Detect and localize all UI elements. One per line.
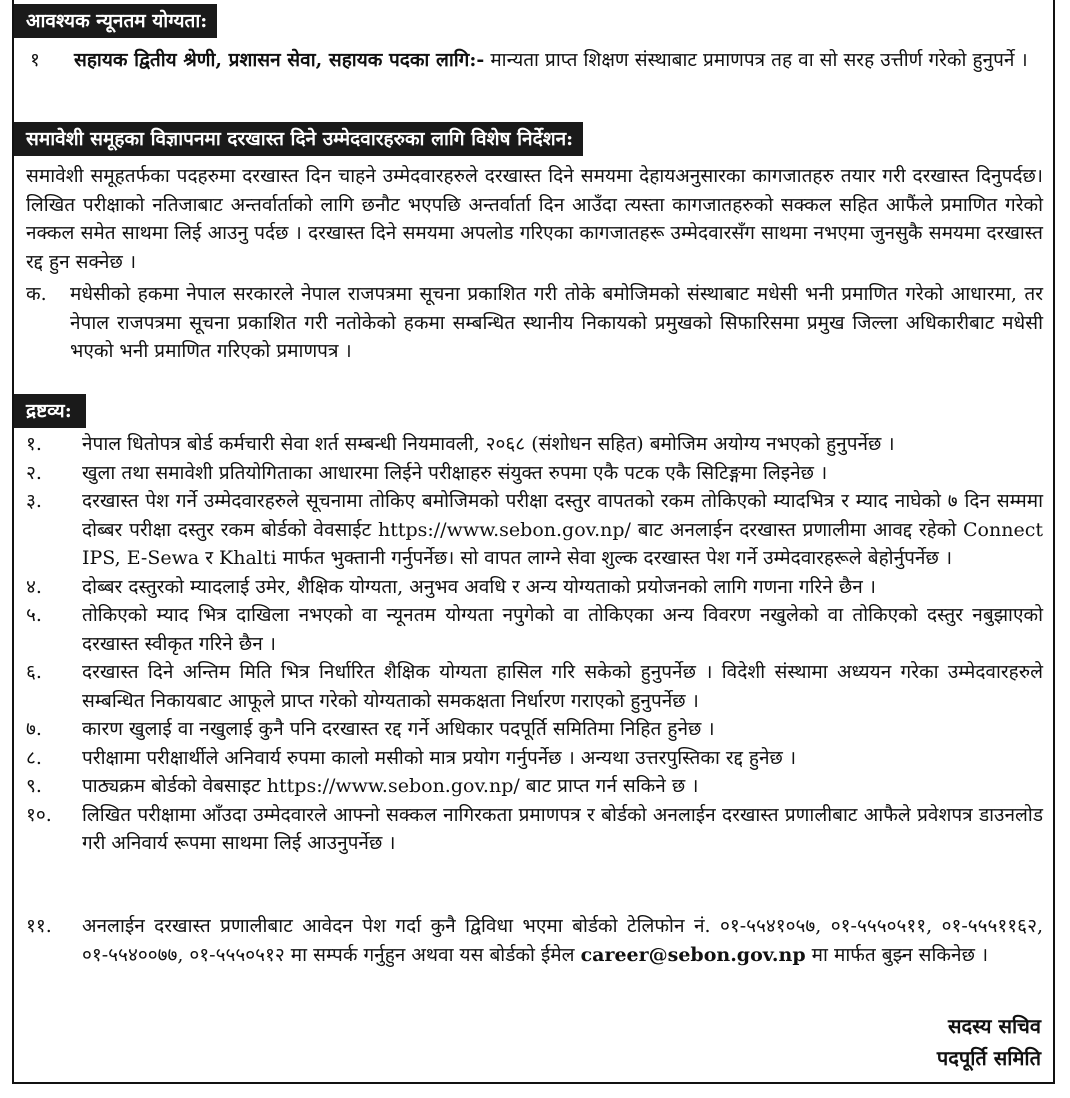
- post-title: सहायक द्वितीय श्रेणी, प्रशासन सेवा, सहायक पदका लागि:-: [74, 49, 485, 71]
- item-number: १: [30, 49, 40, 71]
- qualification-item: [24, 46, 1043, 75]
- note-item: [26, 744, 1043, 773]
- item-number: १.: [26, 433, 42, 455]
- item-text: तोकिएको म्याद भित्र दाखिला नभएको वा न्यूनतम योग्यता नपुगेको वा तोकिएका अन्य विवरण नखुलेको वा तोकिएको दस्तुर नबुझाएको दरखास्त स्वीकृत गरिने छैन ।: [82, 604, 1043, 655]
- item-number: ५.: [26, 604, 42, 626]
- inclusive-paragraph: समावेशी समूहतर्फका पदहरुमा दरखास्त दिन चाहने उम्मेदवारहरुले दरखास्त दिने समयमा देहायअनुसारका कागजातहरु तयार गरी दरखास्त दिनुपर्दछ। लिखित परीक्षाको नतिजाबाट अन्तर्वार्ताको लागि छनौट भएपछि अन्तर्वार्ता दिन आउँदा त्यस्ता कागजातहरुको सक्कल सहित आफैंले प्रमाणित गरेको नक्कल समेत साथमा लिई आउनु पर्दछ । दरखास्त दिने समयमा अपलोड गरिएका कागजातहरू उम्मेदवारसँग साथमा नभएमा जुनसुकै समयमा दरखास्त रद्द हुन सक्नेछ ।: [26, 165, 1043, 273]
- item-number: ७.: [26, 718, 42, 740]
- item-number: क.: [26, 283, 47, 305]
- minimum-qualification-heading: आवश्यक न्यूनतम योग्यता:: [14, 4, 217, 38]
- item-text: लिखित परीक्षामा आँउदा उम्मेदवारले आफ्नो सक्कल नागिरकता प्रमाणपत्र र बोर्डको अनलाईन दरखास्त प्रणालीबाट आफैले प्रवेशपत्र डाउनलोड गरी अनिवार्य रूपमा साथमा लिई आउनुपर्नेछ ।: [82, 803, 1043, 854]
- item-text: खुला तथा समावेशी प्रतियोगिताका आधारमा लिईने परीक्षाहरु संयुक्त रुपमा एकै पटक एकै सिटिङ्गमा लिइनेछ ।: [82, 461, 828, 484]
- signature-committee: पदपूर्ति समिति: [936, 1046, 1041, 1070]
- item-number: ८.: [26, 746, 42, 769]
- note-item: [26, 715, 1043, 744]
- item-number: ३.: [26, 490, 42, 512]
- item-number: ४.: [26, 575, 42, 598]
- item-number: २.: [26, 461, 42, 484]
- item-text: [82, 912, 1043, 969]
- note-item: [26, 573, 1043, 602]
- item-number: ६.: [26, 661, 42, 683]
- item-text: दोब्बर दस्तुरको म्यादलाई उमेर, शैक्षिक योग्यता, अनुभव अवधि र अन्य योग्यताको प्रयोजनको लागि गणना गरिने छैन ।: [82, 575, 876, 598]
- note-item: [26, 801, 1043, 858]
- contact-text: अनलाईन दरखास्त प्रणालीबाट आवेदन पेश गर्दा कुनै द्विविधा भएमा बोर्डको टेलिफोन नं. ०१-५५४१०५७, ०१-५५५०५११, ०१-५५५११६२, ०१-५५४००७७, ०१-५५५०५१२ मा सम्पर्क गर्नुहुन अथवा यस बोर्डको ईमेल: [82, 915, 1043, 966]
- notes-list: [26, 430, 1043, 858]
- note-item: [26, 459, 1043, 488]
- note-item: [26, 487, 1043, 573]
- item-text: नेपाल धितोपत्र बोर्ड कर्मचारी सेवा शर्त सम्बन्धी नियमावली, २०६८ (संशोधन सहित) बमोजिम अयोग्य नभएको हुनुपर्नेछ ।: [82, 433, 895, 455]
- signature-title: सदस्य सचिव: [947, 1014, 1041, 1038]
- note-item: [26, 912, 1043, 969]
- email-link[interactable]: career@sebon.gov.np: [580, 943, 806, 966]
- contact-tail: मा मार्फत बुझ्न सकिनेछ ।: [805, 943, 989, 966]
- note-item: [26, 772, 1043, 801]
- notes-heading: द्रष्टव्य:: [14, 394, 86, 428]
- item-text: पाठ्यक्रम बोर्डको वेबसाइट https://www.sebon.gov.np/ बाट प्राप्त गर्न सकिने छ ।: [82, 775, 699, 797]
- item-text: मधेसीको हकमा नेपाल सरकारले नेपाल राजपत्रमा सूचना प्रकाशित गरी तोके बमोजिमको संस्थाबाट मधेसी भनी प्रमाणित गरेको आधारमा, तर नेपाल राजपत्रमा सूचना प्रकाशित गरी नतोकेको हकमा सम्बन्धित स्थानीय निकायको प्रमुखको सिफारिसमा प्रमुख जिल्ला अधिकारीबाट मधेसी भएको भनी प्रमाणित गरिएको प्रमाणपत्र ।: [70, 283, 1043, 362]
- item-text: कारण खुलाई वा नखुलाई कुनै पनि दरखास्त रद्द गर्ने अधिकार पदपूर्ति समितिमा निहित हुनेछ ।: [82, 718, 715, 740]
- note-item: [26, 601, 1043, 658]
- qualification-text: मान्यता प्राप्त शिक्षण संस्थाबाट प्रमाणपत्र तह वा सो सरह उत्तीर्ण गरेको हुनुपर्ने ।: [484, 49, 1028, 71]
- item-text: परीक्षामा परीक्षार्थीले अनिवार्य रुपमा कालो मसीको मात्र प्रयोग गर्नुपर्नेछ । अन्यथा उत्तरपुस्तिका रद्द हुनेछ ।: [82, 746, 797, 769]
- item-number: ९.: [26, 775, 42, 797]
- madhesi-item: [26, 280, 1043, 366]
- item-text: दरखास्त दिने अन्तिम मिति भित्र निर्धारित शैक्षिक योग्यता हासिल गरि सकेको हुनुपर्नेछ । विदेशी संस्थामा अध्ययन गरेका उम्मेदवारहरुले सम्बन्धित निकायबाट आफूले प्राप्त गरेको योग्यताको समकक्षता निर्धारण गराएको हुनुपर्नेछ ।: [82, 661, 1043, 712]
- item-text: दरखास्त पेश गर्ने उम्मेदवारहरुले सूचनामा तोकिए बमोजिमको परीक्षा दस्तुर वापतको रकम तोकिएको म्यादभित्र र म्याद नाघेको ७ दिन सम्ममा दोब्बर परीक्षा दस्तुर रकम बोर्डको वेवसाईट https://www.sebon.gov.np/ बाट अनलाईन दरखास्त प्रणालीमा आवद्द रहेको Connect IPS, E-Sewa र Khalti मार्फत भुक्तानी गर्नुपर्नेछ। सो वापत लाग्ने सेवा शुल्क दरखास्त पेश गर्ने उम्मेदवारहरूले बेहोर्नुपर्नेछ ।: [82, 490, 1043, 569]
- item-number: ११.: [26, 915, 52, 937]
- notice-frame: [12, 0, 1055, 1084]
- item-text: [74, 46, 1043, 75]
- note-item: [26, 430, 1043, 459]
- inclusive-group-heading: समावेशी समूहका विज्ञापनमा दरखास्त दिने उम्मेदवारहरुका लागि विशेष निर्देशन:: [14, 122, 583, 156]
- note-item: [26, 658, 1043, 715]
- item-number: १०.: [26, 803, 52, 826]
- signature-block: [937, 1010, 1041, 1074]
